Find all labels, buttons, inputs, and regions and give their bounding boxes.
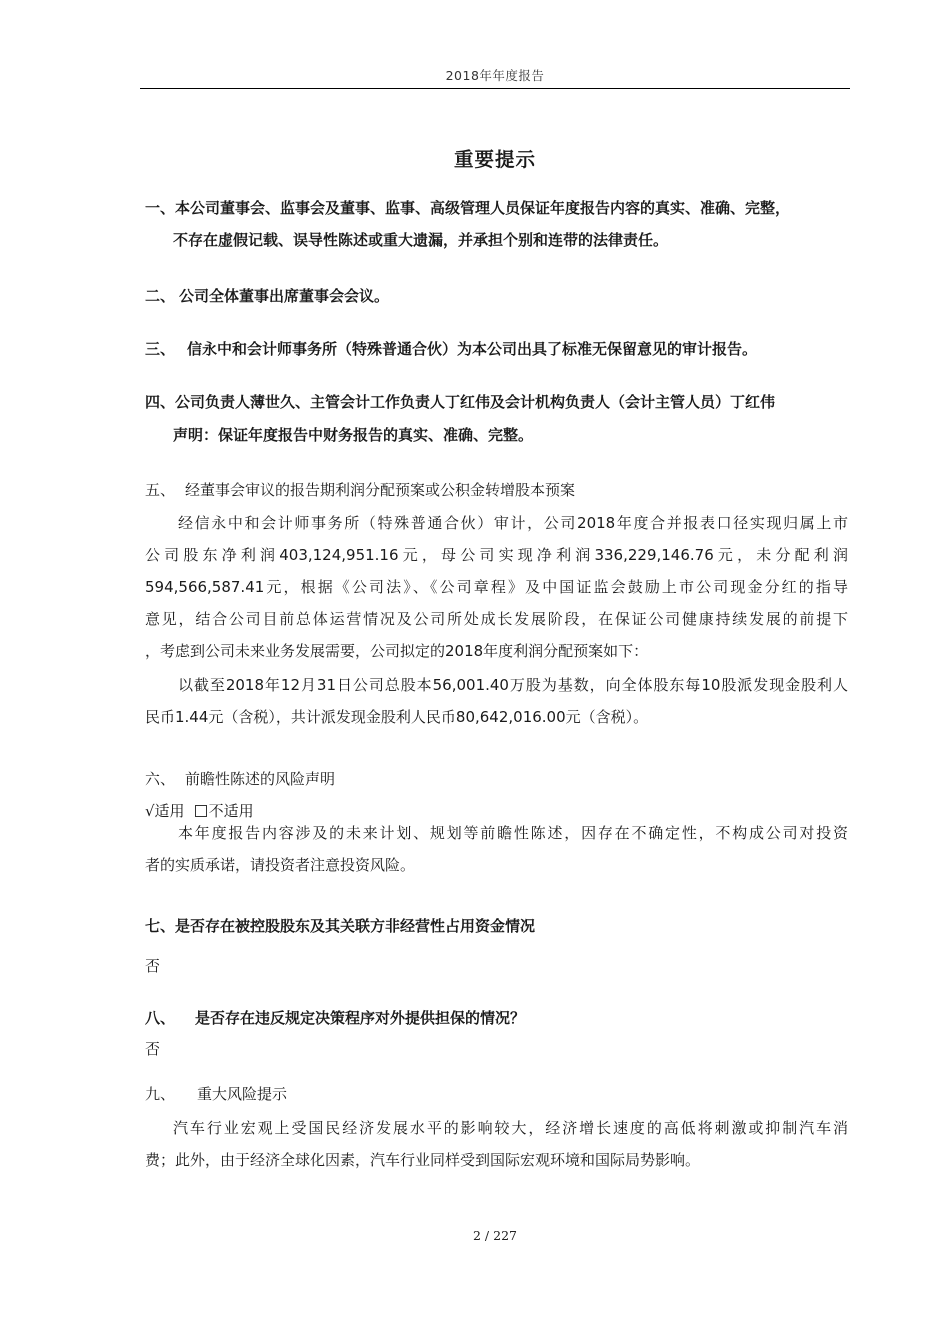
item-8-number: 八、 — [145, 1009, 176, 1027]
item-8-title: 是否存在违反规定决策程序对外提供担保的情况？ — [195, 1009, 526, 1027]
item-4-line-1 — [145, 391, 775, 413]
item-9-number: 九、 — [145, 1085, 176, 1103]
item-5-para-1-line-5: ，考虑到公司未来业务发展需要，公司拟定的2018年度利润分配预案如下： — [145, 642, 649, 660]
page-title: 重要提示 — [453, 148, 536, 171]
item-9-para-line-1: 汽车行业宏观上受国民经济发展水平的影响较大，经济增长速度的高低将刺激或抑制汽车消 — [173, 1119, 848, 1137]
item-5-number: 五、 — [145, 481, 176, 499]
item-5-para-1-line-1: 经信永中和会计师事务所（特殊普通合伙）审计，公司2018年度合并报表口径实现归属上市 — [178, 514, 848, 532]
item-5-para-2-line-2: 民币1.44元（含税），共计派发现金股利人民币80,642,016.00元（含税）。 — [145, 708, 649, 726]
item-1-line-1 — [145, 197, 790, 219]
item-9-heading — [145, 1083, 287, 1105]
item-1-number: 一、 — [145, 199, 176, 217]
item-7-title: 是否存在被控股股东及其关联方非经营性占用资金情况 — [175, 917, 536, 935]
item-7-heading — [145, 915, 535, 937]
item-9-para-line-2: 费；此外，由于经济全球化因素，汽车行业同样受到国际宏观环境和国际局势影响。 — [145, 1151, 701, 1169]
item-4-text-1: 公司负责人薄世久、主管会计工作负责人丁红伟及会计机构负责人（会计主管人员）丁红伟 — [175, 393, 776, 411]
item-3-text: 信永中和会计师事务所（特殊普通合伙）为本公司出具了标准无保留意见的审计报告。 — [187, 340, 758, 358]
item-1-text-1: 本公司董事会、监事会及董事、监事、高级管理人员保证年度报告内容的真实、准确、完整， — [175, 199, 791, 217]
item-6-options — [145, 800, 254, 822]
item-2-number: 二、 — [145, 287, 176, 305]
item-3-number: 三、 — [145, 340, 176, 358]
item-4-text-2: 声明：保证年度报告中财务报告的真实、准确、完整。 — [173, 426, 534, 444]
item-5-para-1-line-3: 594,566,587.41元，根据《公司法》、《公司章程》及中国证监会鼓励上市公司现金分红的指导 — [145, 578, 848, 596]
item-1-text-2: 不存在虚假记载、误导性陈述或重大遗漏，并承担个别和连带的法律责任。 — [173, 231, 669, 249]
item-5-heading — [145, 479, 575, 501]
applicable-checked-option: √适用 — [145, 802, 185, 820]
item-6-para-line-1: 本年度报告内容涉及的未来计划、规划等前瞻性陈述，因存在不确定性，不构成公司对投资 — [178, 824, 848, 842]
item-7-answer: 否 — [145, 957, 161, 975]
item-9-title: 重大风险提示 — [197, 1085, 288, 1103]
item-5-title: 经董事会审议的报告期利润分配预案或公积金转增股本预案 — [185, 481, 576, 499]
item-6-title: 前瞻性陈述的风险声明 — [185, 770, 336, 788]
item-4-number: 四、 — [145, 393, 176, 411]
item-8-answer: 否 — [145, 1040, 161, 1058]
not-applicable-option: 不适用 — [208, 802, 254, 820]
item-6-heading — [145, 768, 335, 790]
item-8-heading — [145, 1007, 525, 1029]
checkbox-empty-icon — [195, 805, 207, 817]
item-6-number: 六、 — [145, 770, 176, 788]
item-2 — [145, 285, 389, 307]
item-5-para-1-line-4: 意见，结合公司目前总体运营情况及公司所处成长发展阶段，在保证公司健康持续发展的前提下 — [145, 610, 848, 628]
item-3 — [145, 338, 757, 360]
header-rule — [140, 88, 850, 89]
item-2-text: 公司全体董事出席董事会会议。 — [179, 287, 390, 305]
item-6-para-line-2: 者的实质承诺，请投资者注意投资风险。 — [145, 856, 416, 874]
item-5-para-2-line-1: 以截至2018年12月31日公司总股本56,001.40万股为基数，向全体股东每10股派发现金股利人 — [178, 676, 848, 694]
item-5-para-1-line-2: 公司股东净利润403,124,951.16元，母公司实现净利润336,229,146.76元，未分配利润 — [145, 546, 848, 564]
item-7-number: 七、 — [145, 917, 176, 935]
running-header: 2018年年度报告 — [445, 68, 545, 83]
page-number: 2 / 227 — [473, 1228, 517, 1243]
